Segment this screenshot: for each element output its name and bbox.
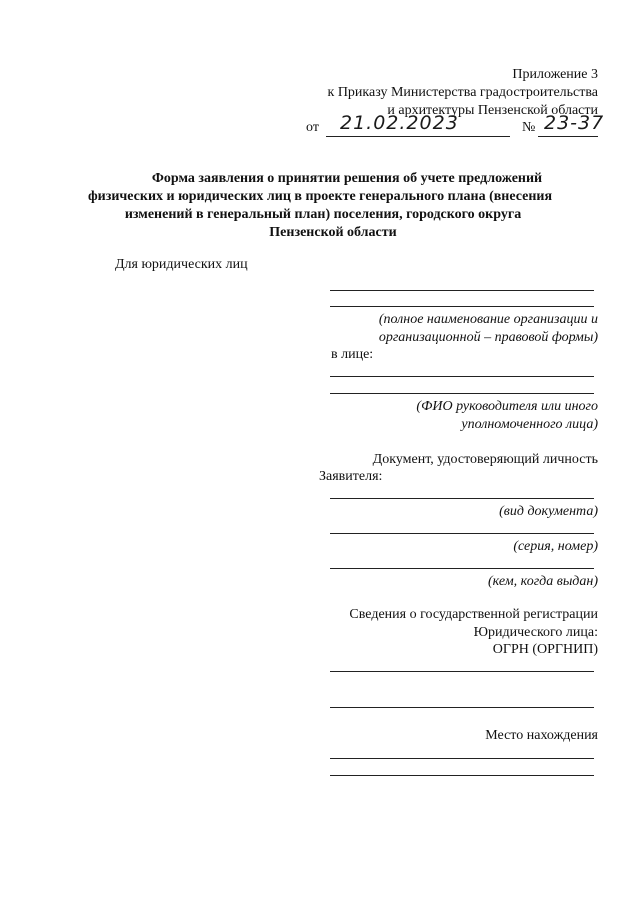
document-heading-1: Документ, удостоверяющий личность xyxy=(372,452,598,467)
appendix-line-1: Приложение 3 xyxy=(512,67,598,82)
number-handwritten: 23-37 xyxy=(544,112,605,134)
location-line-2 xyxy=(330,775,594,776)
document-type-line xyxy=(330,498,594,499)
in-person-label: в лице: xyxy=(331,347,374,362)
title-line-1: Форма заявления о принятии решения об учете предложений xyxy=(151,171,543,186)
date-handwritten: 21.02.2023 xyxy=(340,112,459,134)
registration-heading-2: Юридического лица: xyxy=(473,625,598,640)
appendix-line-3: и архитектуры Пензенской области xyxy=(387,103,598,118)
ogrn-line-1 xyxy=(330,671,594,672)
date-prefix: от xyxy=(306,120,319,135)
ogrn-line-2 xyxy=(330,707,594,708)
form-title xyxy=(0,170,640,242)
date-underline xyxy=(326,136,510,137)
representative-hint-1: (ФИО руководителя или иного xyxy=(416,399,598,414)
document-heading-2: Заявителя: xyxy=(319,469,383,484)
org-name-line-1 xyxy=(330,290,594,291)
document-series-line xyxy=(330,533,594,534)
number-prefix: № xyxy=(522,120,536,135)
title-line-4: Пензенской области xyxy=(269,225,397,240)
document-type-hint: (вид документа) xyxy=(499,504,598,519)
location-heading: Место нахождения xyxy=(485,728,598,743)
document-issued-line xyxy=(330,568,594,569)
location-line-1 xyxy=(330,758,594,759)
representative-line-1 xyxy=(330,376,594,377)
document-series-hint: (серия, номер) xyxy=(513,539,598,554)
document-issued-hint: (кем, когда выдан) xyxy=(488,574,598,589)
registration-heading-3: ОГРН (ОРГНИП) xyxy=(492,642,598,657)
title-line-2: физических и юридических лиц в проекте генерального плана (внесения xyxy=(87,189,553,204)
org-hint-2: организационной – правовой формы) xyxy=(378,330,598,345)
org-name-line-2 xyxy=(330,306,594,307)
org-hint-1: (полное наименование организации и xyxy=(378,312,598,327)
representative-hint-2: уполномоченного лица) xyxy=(461,417,598,432)
title-line-3: изменений в генеральный план) поселения, городского округа xyxy=(124,207,522,222)
section-label: Для юридических лиц xyxy=(115,257,248,272)
registration-heading-1: Сведения о государственной регистрации xyxy=(349,607,598,622)
representative-line-2 xyxy=(330,393,594,394)
appendix-line-2: к Приказу Министерства градостроительства xyxy=(327,85,598,100)
number-underline xyxy=(538,136,598,137)
